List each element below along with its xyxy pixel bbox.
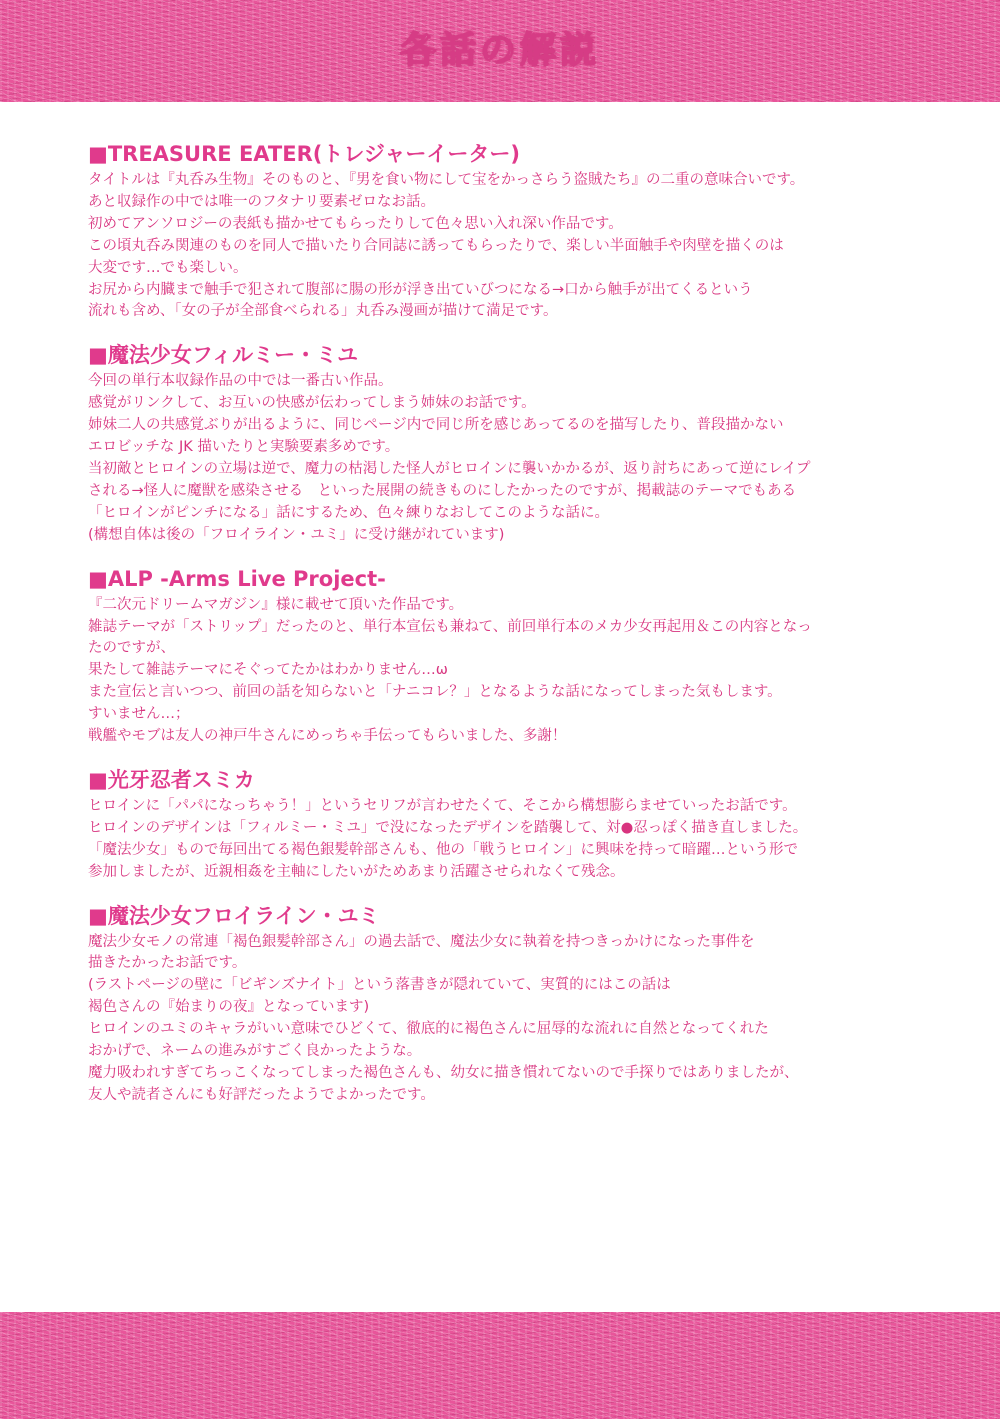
section-heading: ■TREASURE EATER(トレジャーイーター) [88, 142, 520, 166]
paragraph-line: ヒロインのユミのキャラがいい意味でひどくて、徹底的に褐色さんに屈辱的な流れに自然となってくれた [88, 1021, 769, 1038]
section-heading: ■魔法少女フロイライン・ユミ [88, 903, 380, 928]
paragraph-line: 参加しましたが、近親相姦を主軸にしたいがためあまり活躍させられなくて残念。 [88, 863, 625, 880]
paragraph-line: 大変です…でも楽しい。 [88, 259, 248, 276]
section-body [88, 595, 928, 748]
section-filmy-miyu [88, 339, 928, 546]
paragraph-line: 描きたかったお話です。 [88, 955, 247, 972]
section-body [88, 932, 928, 1107]
section-fraulein-yumi [88, 900, 928, 1107]
paragraph-line: エロビッチな JK 描いたりと実験要素多めです。 [88, 439, 400, 456]
paragraph-line: 『二次元ドリームマガジン』様に載せて頂いた作品です。 [88, 596, 464, 613]
paragraph-line: 初めてアンソロジーの表紙も描かせてもらったりして色々思い入れ深い作品です。 [88, 215, 623, 232]
section-sumika [88, 764, 928, 884]
section-heading: ■ALP -Arms Live Project- [88, 566, 386, 591]
paragraph-line: 果たして雑誌テーマにそぐってたかはわかりません…ω [88, 662, 448, 679]
paragraph-line: おかげで、ネームの進みがすごく良かったような。 [88, 1043, 422, 1060]
section-heading: ■光牙忍者スミカ [88, 767, 255, 792]
paragraph-line: 魔力吸われすぎてちっこくなってしまった褐色さんも、幼女に描き慣れてないので手探りではありましたが、 [88, 1065, 799, 1081]
paragraph-line: 雑誌テーマが「ストリップ」だったのと、単行本宣伝も兼ねて、前回単行本のメカ少女再起用＆この内容となっ [88, 618, 812, 635]
page-title: 各話の解説 [399, 30, 600, 71]
commentary-content [88, 138, 928, 1107]
section-body [88, 170, 928, 323]
paragraph-line: この頃丸呑み関連のものを同人で描いたり合同誌に誘ってもらったりで、楽しい半面触手や肉壁を描くのは [88, 237, 784, 254]
paragraph-line: 当初敵とヒロインの立場は逆で、魔力の枯渇した怪人がヒロインに襲いかかるが、返り討ちにあって逆にレイプ [88, 460, 811, 477]
bottom-decorative-band [0, 1312, 1000, 1419]
paragraph-line: ヒロインに「パパになっちゃう！」というセリフが言わせたくて、そこから構想膨らませていったお話です。 [88, 797, 797, 814]
section-heading: ■魔法少女フィルミー・ミユ [88, 343, 359, 368]
paragraph-line: タイトルは『丸呑み生物』そのものと、『男を食い物にして宝をかっさらう盗賊たち』の二重の意味合いです。 [88, 172, 805, 188]
paragraph-line: 褐色さんの『始まりの夜』となっています) [88, 999, 370, 1016]
paragraph-line: 流れも含め、「女の子が全部食べられる」丸呑み漫画が描けて満足です。 [88, 303, 558, 320]
paragraph-line: また宣伝と言いつつ、前回の話を知らないと「ナニコレ？」となるような話になってしまった気もします。 [88, 684, 782, 701]
paragraph-line: (構想自体は後の「フロイライン・ユミ」に受け継がれています) [88, 526, 505, 543]
section-treasure-eater [88, 138, 928, 323]
paragraph-line: 戦艦やモブは友人の神戸牛さんにめっちゃ手伝ってもらいました、多謝！ [88, 728, 567, 745]
paragraph-line: あと収録作の中では唯一のフタナリ要素ゼロなお話。 [88, 193, 435, 210]
paragraph-line: すいません…； [88, 706, 190, 723]
section-body [88, 796, 928, 884]
section-alp [88, 563, 928, 748]
paragraph-line: 友人や読者さんにも好評だったようでよかったです。 [88, 1086, 435, 1103]
paragraph-line: 「魔法少女」もので毎回出てる褐色銀髪幹部さんも、他の「戦うヒロイン」に興味を持って暗躍…という形で [88, 841, 799, 858]
paragraph-line: される→怪人に魔獣を感染させる といった展開の続きものにしたかったのですが、掲載誌のテーマでもある [88, 482, 797, 499]
paragraph-line: 魔法少女モノの常連「褐色銀髪幹部さん」の過去話で、魔法少女に執着を持つきっかけになった事件を [88, 933, 755, 950]
paragraph-line: 今回の単行本収録作品の中では一番古い作品。 [88, 373, 393, 390]
section-body [88, 371, 928, 546]
paragraph-line: 感覚がリンクして、お互いの快感が伝わってしまう姉妹のお話です。 [88, 395, 536, 412]
paragraph-line: お尻から内臓まで触手で犯されて腹部に腸の形が浮き出ていびつになる→口から触手が出てくるという [88, 281, 753, 298]
paragraph-line: 「ヒロインがピンチになる」話にするため、色々練りなおしてこのような話に。 [88, 504, 609, 521]
paragraph-line: 姉妹二人の共感覚ぶりが出るように、同じページ内で同じ所を感じあってるのを描写したり、普段描かない [88, 417, 784, 434]
paragraph-line: たのですが、 [88, 640, 175, 657]
paragraph-line: ヒロインのデザインは「フィルミー・ミユ」で没になったデザインを踏襲して、対●忍っぽく描き直しました。 [88, 819, 808, 836]
paragraph-line: (ラストページの壁に「ビギンズナイト」という落書きが隠れていて、実質的にはこの話は [88, 977, 671, 994]
